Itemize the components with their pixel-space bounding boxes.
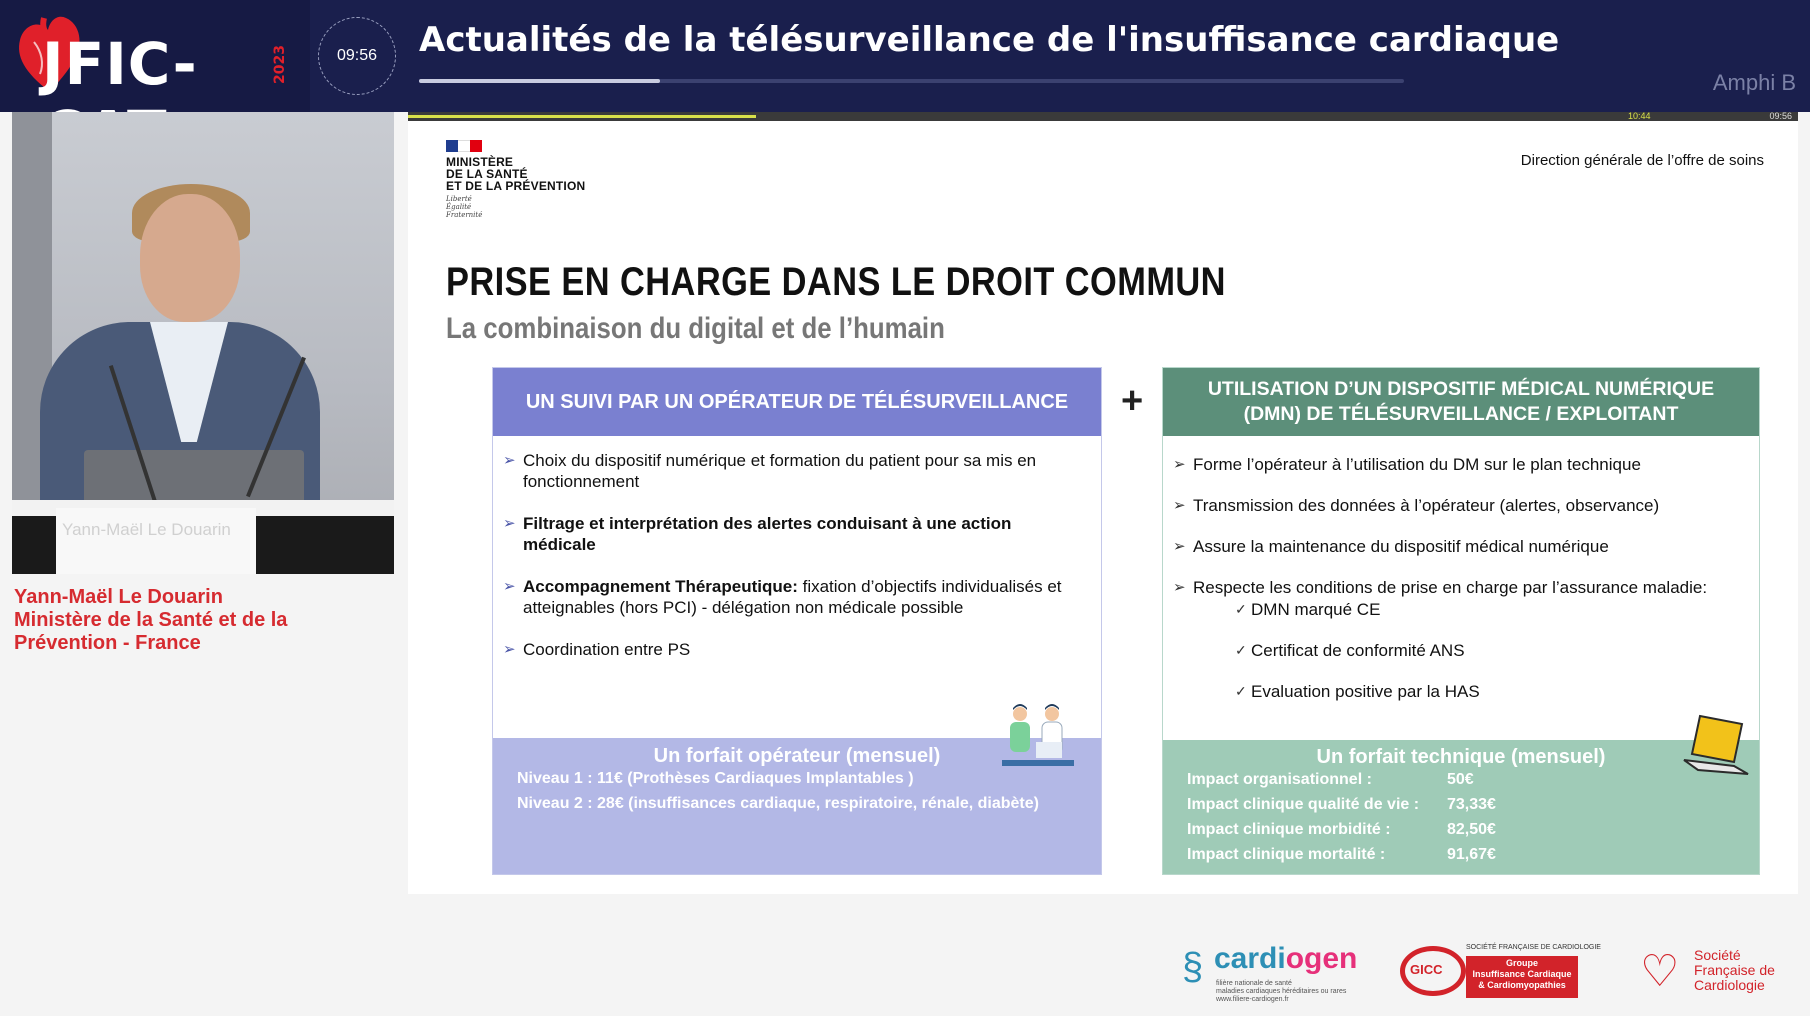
- checklist-item: ✓ DMN marqué CE: [1235, 600, 1381, 619]
- slide-title: PRISE EN CHARGE DANS LE DROIT COMMUN: [446, 260, 1226, 304]
- podium-nameplate: [56, 508, 256, 574]
- plus-icon: +: [1121, 380, 1144, 422]
- operator-box-heading: UN SUIVI PAR UN OPÉRATEUR DE TÉLÉSURVEILLANCE: [493, 368, 1101, 436]
- operator-fee-title: Un forfait opérateur (mensuel): [653, 745, 941, 767]
- speaker-name: Yann-Maël Le Douarin: [14, 586, 223, 608]
- list-item: ➢ Forme l’opérateur à l’utilisation du DM sur le plan technique: [1173, 455, 1641, 474]
- arrow-bullet-icon: ➢: [503, 641, 516, 658]
- ministry-name-line: DE LA SANTÉ: [446, 167, 528, 181]
- operator-box: [492, 367, 1102, 875]
- playback-total-time: 09:56: [1769, 111, 1792, 121]
- fee-row-value: 50€: [1447, 771, 1474, 788]
- arrow-bullet-icon: ➢: [503, 578, 516, 595]
- session-progress-bar: [419, 79, 1404, 83]
- checklist-item: ✓ Certificat de conformité ANS: [1235, 641, 1465, 660]
- healthcare-staff-illustration-icon: [998, 702, 1078, 770]
- room-label: Amphi B: [1712, 70, 1796, 95]
- list-item: ➢ Filtrage et interprétation des alertes conduisant à une action médicale: [503, 514, 1012, 554]
- header-bar: [0, 0, 1810, 112]
- fee-row-value: 82,50€: [1447, 821, 1496, 838]
- sfc-logo: ♡ Société Française de Cardiologie: [1640, 947, 1775, 996]
- arrow-bullet-icon: ➢: [503, 452, 516, 469]
- session-progress-fill: [419, 79, 660, 83]
- arrow-bullet-icon: ➢: [1173, 579, 1186, 596]
- slide: [408, 112, 1798, 894]
- sponsor-logos: [0, 924, 1810, 1016]
- arrow-bullet-icon: ➢: [503, 515, 516, 532]
- french-flag-icon: [446, 140, 482, 152]
- playback-current-time: 10:44: [1628, 111, 1651, 121]
- conditions-checklist: [1193, 599, 1748, 702]
- arrow-bullet-icon: ➢: [1173, 497, 1186, 514]
- list-item: ➢ Accompagnement Thérapeutique: fixation d’objectifs individualisés et atteignables (hors PCI) - délégation non médicale possible: [503, 577, 1062, 617]
- checkmark-icon: ✓: [1235, 642, 1247, 658]
- video-name-overlay: Yann-Maël Le Douarin: [62, 520, 231, 539]
- arrow-bullet-icon: ➢: [1173, 456, 1186, 473]
- technical-fee-title: Un forfait technique (mensuel): [1316, 746, 1606, 768]
- speaker-affiliation-line: Ministère de la Santé et de la: [14, 609, 288, 631]
- ministry-motto: Liberté Égalité Fraternité: [446, 195, 483, 219]
- list-item: ➢ Transmission des données à l’opérateur (alertes, observance): [1173, 496, 1660, 515]
- operator-fee-level: Niveau 2 : 28€ (insuffisances cardiaque, respiratoire, rénale, diabète): [517, 795, 1039, 812]
- fee-row-label: Impact clinique qualité de vie :: [1187, 796, 1420, 813]
- laptop-illustration-icon: [1678, 710, 1752, 782]
- ministry-logo: [446, 140, 606, 219]
- slide-subtitle: La combinaison du digital et de l’humain: [446, 312, 945, 345]
- cardiogen-logo: § cardiogen filière nationale de santé maladies cardiaques héréditaires ou rares www.filiere-cardiogen.fr: [1182, 942, 1358, 1003]
- dgos-label: Direction générale de l’offre de soins: [1520, 152, 1764, 169]
- slide-playback-fill: [408, 115, 756, 118]
- arrow-bullet-icon: ➢: [1173, 538, 1186, 555]
- fee-row-label: Impact clinique mortalité :: [1187, 846, 1386, 863]
- list-item: ➢ Assure la maintenance du dispositif médical numérique: [1173, 537, 1609, 556]
- dna-icon: §: [1182, 946, 1204, 988]
- heart-outline-icon: ♡: [1640, 947, 1680, 996]
- ministry-name-line: MINISTÈRE: [446, 155, 514, 169]
- fee-row-label: Impact clinique morbidité :: [1187, 821, 1391, 838]
- fee-row-value: 73,33€: [1447, 796, 1496, 813]
- slide-playback-bar[interactable]: [408, 112, 1798, 121]
- fee-row-label: Impact organisationnel :: [1187, 771, 1372, 788]
- dmn-box-heading: UTILISATION D’UN DISPOSITIF MÉDICAL NUMÉRIQUE (DMN) DE TÉLÉSURVEILLANCE / EXPLOITANT: [1163, 368, 1759, 436]
- list-item: ➢ Coordination entre PS: [503, 640, 691, 659]
- list-item: ➢ Choix du dispositif numérique et formation du patient pour sa mis en fonctionnement: [503, 451, 1037, 491]
- speaker-video: [12, 112, 394, 574]
- jfic-cat-logo: [0, 0, 310, 112]
- session-timer: 09:56: [336, 47, 378, 64]
- operator-bullet-list: [503, 450, 1078, 681]
- speaker-affiliation-line: Prévention - France: [14, 632, 201, 654]
- logo-year: 2023: [272, 45, 288, 85]
- speaker-caption: [14, 586, 364, 655]
- list-item: ➢ Respecte les conditions de prise en charge par l’assurance maladie: ✓ DMN marqué CE ✓ Certificat de conformité ANS ✓ Evaluation positive par la HAS: [1173, 577, 1748, 702]
- dmn-bullet-list: [1173, 454, 1748, 722]
- dmn-box: [1162, 367, 1760, 875]
- checklist-item: ✓ Evaluation positive par la HAS: [1235, 682, 1480, 701]
- checkmark-icon: ✓: [1235, 601, 1247, 617]
- technical-fee-panel: [1163, 740, 1759, 874]
- checkmark-icon: ✓: [1235, 683, 1247, 699]
- ministry-name-line: ET DE LA PRÉVENTION: [446, 179, 586, 193]
- fee-row-value: 91,67€: [1447, 846, 1496, 863]
- logo-text: JFIC-: [42, 30, 198, 98]
- operator-fee-level: Niveau 1 : 11€ (Prothèses Cardiaques Implantables ): [517, 770, 914, 787]
- gicc-logo: GICC SOCIÉTÉ FRANÇAISE DE CARDIOLOGIE Groupe Insuffisance Cardiaque & Cardiomyopathies: [1394, 944, 1586, 1000]
- session-title: Actualités de la télésurveillance de l'insuffisance cardiaque: [419, 20, 1560, 60]
